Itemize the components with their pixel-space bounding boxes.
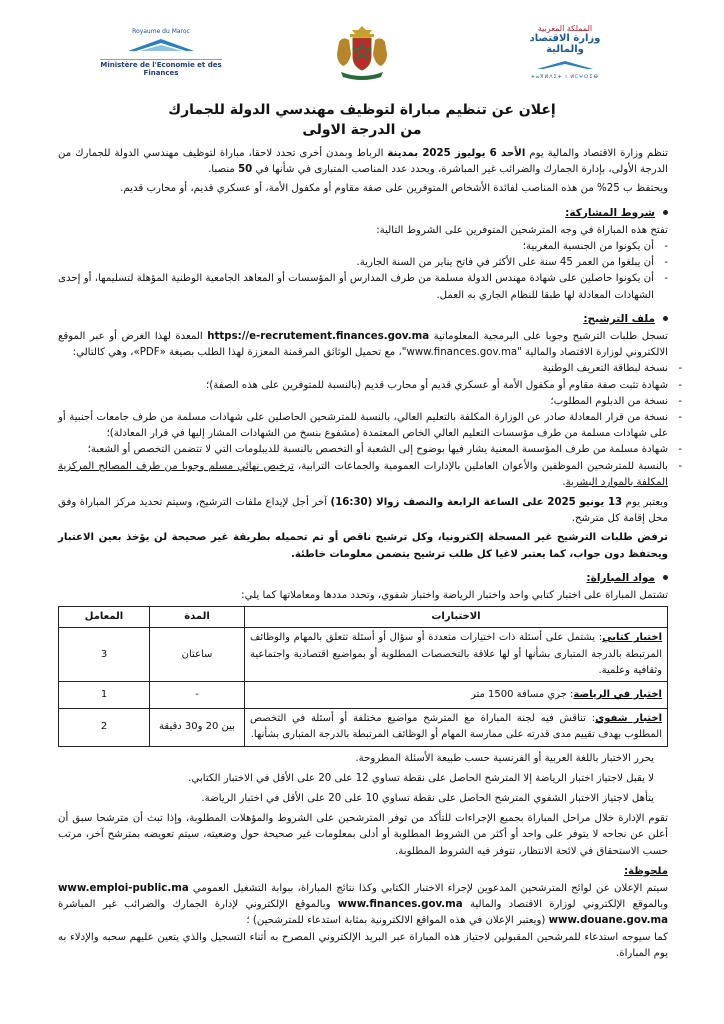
- table-row: [59, 628, 668, 682]
- header-coefficient: المعامل: [59, 607, 150, 628]
- test-cell: [245, 628, 668, 682]
- roof-logo-icon: [126, 37, 196, 53]
- duration-cell: بين 20 و30 دقيقة: [150, 709, 245, 746]
- bullet-icon: [663, 575, 668, 580]
- table-row: [59, 682, 668, 709]
- douane-link[interactable]: www.douane.gov.ma: [548, 915, 668, 927]
- roof-logo-small-icon: [535, 60, 595, 70]
- table-header-row: [59, 607, 668, 628]
- admin-verification-paragraph: تقوم الإدارة خلال مراحل المباراة بجميع الإجراءات للتأكد من توفر المترشحين على الشروط والمؤهلات المطلوبة، وإذا تبث أن مترشحا سبق أن أعلن عن نجاحه لا يتوفر على واحد أو أكثر من الشروط المطلوبة أو أدلى بمعلومات غير صحيحة حول وضعيته، سيتم تعويضه بمترشح آخر، مرتب حسب الاستحقاق في لائحة الانتظار، تتوفر فيه الشروط المطلوبة.: [58, 813, 668, 857]
- logo-kingdom-label: Royaume du Maroc: [132, 28, 190, 35]
- test-name: اختبار في الرياضة: [573, 688, 662, 700]
- header-duration: المدة: [150, 607, 245, 628]
- dossier-heading: ملف الترشيح:: [58, 311, 668, 327]
- intro-date: الأحد 6 يوليوز 2025 بمدينة: [387, 148, 526, 159]
- recruitment-url-link[interactable]: https://e-recrutement.finances.gov.ma: [207, 331, 430, 343]
- logo-ministry-label: Ministère de l'Economie et des Finances: [100, 61, 222, 77]
- logo-tifinagh: ⵜⴰⴳⵍⴷⵉⵜ ⵏ ⵍⵎⵖⵔⵉⴱ: [531, 74, 599, 80]
- deadline-text-c: آخر أجل لإيداع ملفات الترشيح، وسيتم تحديد مركز المباراة وفق محل إقامة كل مترشح.: [58, 497, 668, 525]
- dossier-paragraph: [58, 329, 668, 361]
- finances-link[interactable]: www.finances.gov.ma: [337, 899, 463, 911]
- deadline-text-a: ويعتبر يوم: [622, 497, 668, 509]
- header-test: الاختبارات: [245, 607, 668, 628]
- reserved-posts-paragraph: ويحتفظ ب 25% من هذه المناصب لفائدة الأشخاص المتوفرين على صفة مقاوم أو مكفول الأمة، أو عسكري قديم، أو محارب قديم.: [120, 183, 668, 195]
- documents-list: [58, 361, 668, 491]
- list-item: - نسخة من الدبلوم المطلوب؛: [58, 394, 668, 410]
- deadline-paragraph: [58, 495, 668, 527]
- conditions-lead: تفتح هذه المباراة في وجه المترشحين المتوفرين على الشروط التالية:: [376, 224, 668, 236]
- note-paragraph: [58, 881, 668, 930]
- ministry-logo-arabic: [516, 24, 614, 80]
- title-line-2: من الدرجة الاولى: [302, 122, 422, 138]
- list-item: - أن يبلغوا من العمر 45 سنة على الأكثر في فاتح يناير من السنة الجارية.: [58, 255, 654, 271]
- conditions-list: [58, 239, 668, 304]
- bullet-icon: [663, 316, 668, 321]
- note-text-d: (ويعتبر الإعلان في هذه المواقع الالكترونية بمثابة استدعاء للمترشحين) ؛: [246, 915, 549, 927]
- test-desc: : جري مسافة 1500 متر: [470, 688, 574, 700]
- duration-cell: -: [150, 682, 245, 709]
- test-name: اختبار كتابي: [602, 632, 663, 644]
- list-item: - شهادة مسلمة من طرف المؤسسة المعنية يشار فيها بوضوح إلى الشعبة أو التخصص بالنسبة للديبلومات التي لا تتضمن التخصص أو الشعبة؛: [58, 442, 668, 458]
- test-desc: : يشتمل على أسئلة ذات اختيارات متعددة أو سؤال أو أسئلة تتعلق بالمهام والوظائف المرتبطة بالدرجة المتبارى بشأنها أو لها علاقة بالتخصصات المطلوبة أو بمواضيع اقتصادية واجتماعية وثقافية وعلمية.: [250, 632, 662, 676]
- exam-table: [58, 606, 668, 746]
- title-line-1: إعلان عن تنظيم مباراة لتوظيف مهندسي الدولة للجمارك: [168, 102, 556, 118]
- note-text-c: وبالموقع الإلكتروني لإدارة الجمارك والضرائب غير المباشرة: [58, 899, 338, 911]
- note-text-b: وبالموقع الإلكتروني لوزارة الاقتصاد والمالية: [462, 899, 668, 911]
- rule-item: يحرر الاختبار باللغة العربية أو الفرنسية حسب طبيعة الأسئلة المطروحة.: [355, 752, 654, 764]
- list-item: - أن يكونوا حاصلين على شهادة مهندس الدولة مسلمة من طرف المدارس أو المؤسسات أو المعاهد الجامعية الوطنية المؤهلة لتسليمها، أو إحدى الشهادات المعادلة لها طبقا للنظام الجاري به العمل.: [58, 271, 654, 303]
- coefficient-cell: 1: [59, 682, 150, 709]
- exam-lead: تشتمل المباراة على اختبار كتابي واحد واختبار الرياضة واختبار شفوي، وتحدد مددها ومعاملاتها كما يلي:: [241, 590, 668, 602]
- ministry-logo-french: [100, 28, 222, 77]
- dossier-text-a: تسجل طلبات الترشيح وجوبا على البرمجية المعلوماتية: [429, 331, 668, 343]
- deadline-date: 13 يونيو 2025 على الساعة الرابعة والنصف زوالا (16:30): [330, 497, 623, 509]
- test-cell: [245, 709, 668, 746]
- test-desc: : تناقش فيه لجنة المباراة مع المترشح مواضيع مختلفة أو أسئلة في التخصص المطلوب بهدف تقييم مدى قدرته على ممارسة المهام أو الوظائف المرتبطة بالدرجة المتبارى بشأنها.: [250, 713, 662, 741]
- intro-paragraph: [58, 146, 668, 178]
- list-item: - أن يكونوا من الجنسية المغربية؛: [58, 239, 654, 255]
- last-item-underlined: ترخيص نهائي مسلم وجوبا من طرف المصالح المركزية المكلفة بالموارد البشرية: [58, 460, 668, 488]
- list-item: - شهادة تثبت صفة مقاوم أو مكفول الأمة أو عسكري قديم أو محارب قديم (بالنسبة للمتوفرين على هذه الصفة)؛: [58, 378, 668, 394]
- intro-text-a: تنظم وزارة الاقتصاد والمالية يوم: [525, 148, 669, 159]
- intro-text-b: الرباط وبمدن أخرى تحدد لاحقا، مباراة لتوظيف مهندسي الدولة للجمارك من الدرجة الأولى، بإدارة الجمارك والضرائب غير المباشرة، ويحدد عدد المناصب المتبارى في شأنها في: [58, 148, 668, 176]
- last-item-end: .: [562, 476, 566, 488]
- exam-heading: مواد المباراة:: [58, 570, 668, 586]
- rejection-warning: ترفض طلبات الترشيح غير المسجلة إلكترونيا، وكل ترشيح ناقص أو تم تحميله بطريقة غير صحيحة لن يؤخذ بعين الاعتبار ويحتفظ دون جواب، كما يعتبر لاغيا كل طلب ترشيح يتضمن معلومات خاطئة.: [58, 532, 668, 560]
- logo-kingdom-arabic: المملكة المغربية: [537, 24, 593, 33]
- note-text-a: سيتم الإعلان عن لوائح المترشحين المدعوين لإجراء الاختبار الكتابي وكذا نتائج المباراة، ببوابة التشغيل العمومي: [188, 882, 668, 894]
- emploi-public-link[interactable]: www.emploi-public.ma: [58, 882, 189, 894]
- list-item: - نسخة لبطاقة التعريف الوطنية: [58, 361, 668, 377]
- rule-item: يتأهل لاجتياز الاختبار الشفوي المترشح الحاصل على نقطة تساوي 10 على 20 على الأقل في اختبار الرياضة.: [201, 792, 654, 804]
- dossier-text-b: المعدة لهذا الغرض أو عبر الموقع الالكتروني لوزارة الاقتصاد والمالية "www.finances.gov.ma"، مع تحميل الوثائق المرقمنة المعززة لهذا الطلب بصيغة «PDF»، وهي كالتالي:: [58, 331, 668, 359]
- test-name: اختبار شفوي: [595, 713, 662, 725]
- coefficient-cell: 3: [59, 628, 150, 682]
- convocation-paragraph: كما سيوجه استدعاء للمرشحين المقبولين لاجتياز هذه المباراة عبر البريد الإلكتروني المصرح به أثناء التسجيل والذي يتعين عليهم سحبه والإدلاء به يوم المباراة.: [58, 931, 668, 959]
- last-item-text: بالنسبة للمترشحين الموظفين والأعوان العاملين بالإدارات العمومية والجماعات الترابية،: [293, 460, 668, 472]
- duration-cell: ساعتان: [150, 628, 245, 682]
- list-item: - نسخة من قرار المعادلة صادر عن الوزارة المكلفة بالتعليم العالي، بالنسبة للمترشحين الحاصلين على شهادات مسلمة من طرف جامعات أجنبية أو على شهادات مسلمة من طرف مؤسسات التعليم العالي الخاص المعتمدة (مشفوع بنسخ من الشهادات المشار إليها في قرار المعادلة)؛: [58, 410, 668, 442]
- page-title: [0, 100, 724, 140]
- logo-ministry-arabic: وزارة الاقتصاد والمالية: [529, 33, 601, 55]
- header: [0, 22, 724, 84]
- list-item: [58, 459, 668, 491]
- document-body: [58, 146, 668, 965]
- intro-text-c: منصبا.: [208, 164, 239, 176]
- bullet-icon: [663, 210, 668, 215]
- rule-item: لا يقبل لاجتياز اختبار الرياضة إلا المترشح الحاصل على نقطة تساوي 12 على 20 على الأقل في الاختبار الكتابي.: [188, 772, 654, 784]
- exam-rules: [58, 751, 668, 808]
- table-row: [59, 709, 668, 746]
- royal-coat-of-arms-icon: [331, 22, 393, 84]
- test-cell: [245, 682, 668, 709]
- note-heading: ملحوظة:: [623, 865, 668, 877]
- intro-post-count: 50: [238, 164, 253, 176]
- conditions-heading: شروط المشاركة:: [58, 205, 668, 221]
- coefficient-cell: 2: [59, 709, 150, 746]
